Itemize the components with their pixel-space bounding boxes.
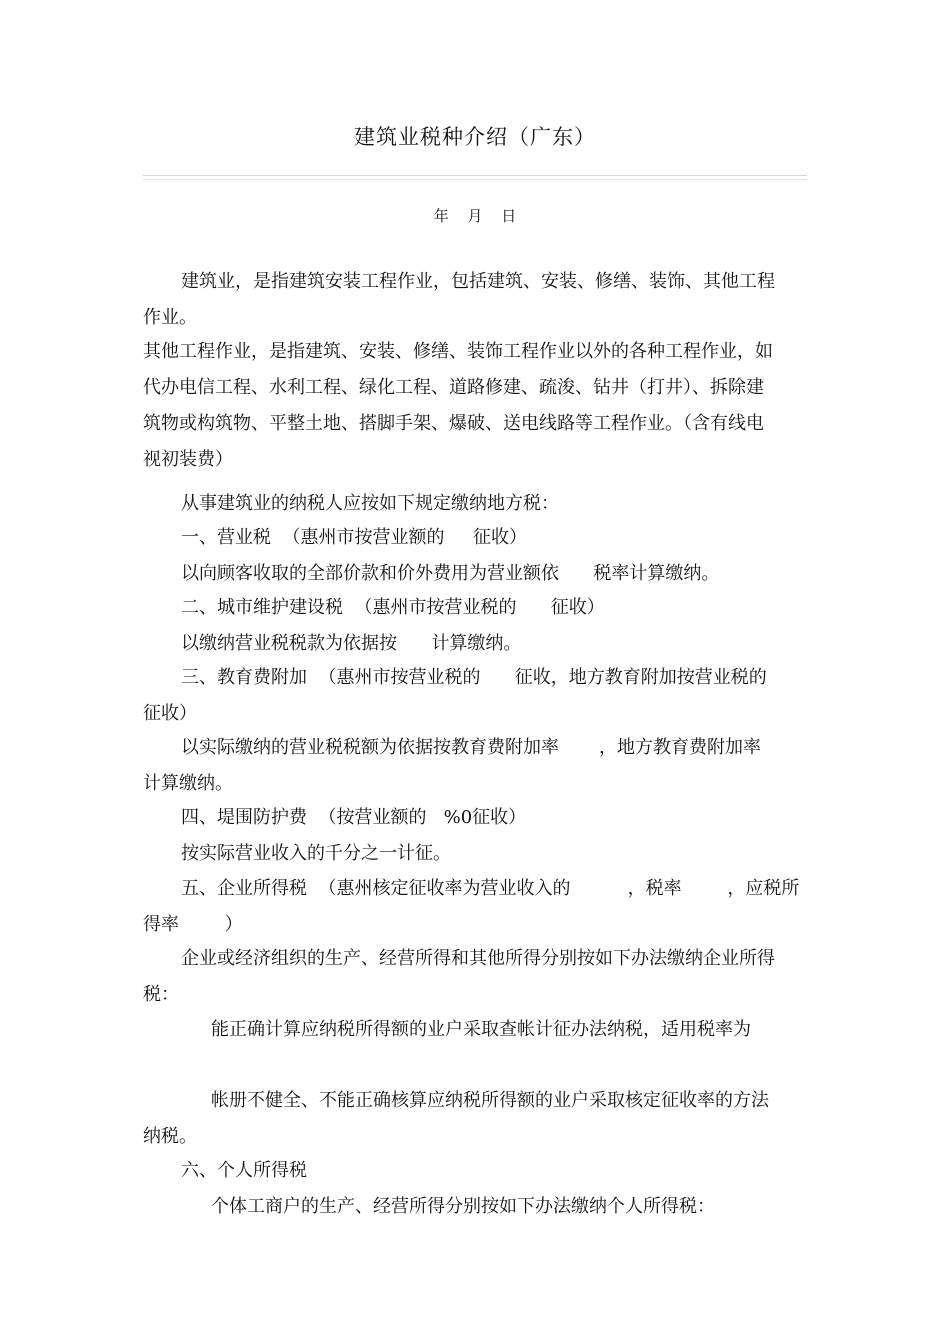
paragraph-intro xyxy=(143,486,807,522)
title-divider xyxy=(143,175,807,176)
text-line: 五、企业所得税 （惠州核定征收率为营业收入的 ，税率 ，应税所 xyxy=(181,878,800,899)
corporate-tax-method-1 xyxy=(143,1012,807,1048)
text-line: 企业或经济组织的生产、经营所得和其他所得分别按如下办法缴纳企业所得 xyxy=(181,948,775,969)
text-line: 视初装费） xyxy=(143,449,233,470)
text-line: 四、堤围防护费 （按营业额的 %0征收） xyxy=(181,807,527,828)
section-personal-tax-body xyxy=(143,1189,807,1225)
text-line: 代办电信工程、水利工程、绿化工程、道路修建、疏浚、钻井（打井）、拆除建 xyxy=(143,377,764,398)
text-line: 能正确计算应纳税所得额的业户采取查帐计征办法纳税，适用税率为 xyxy=(211,1019,751,1040)
text-line: 税： xyxy=(143,984,179,1005)
text-line: 以实际缴纳的营业税税额为依据按教育费附加率 ，地方教育费附加率 xyxy=(181,737,762,758)
text-line: 六、个人所得税 xyxy=(181,1160,307,1181)
paragraph-definition xyxy=(143,264,807,336)
date-line xyxy=(0,205,950,226)
text-line: 以缴纳营业税税款为依据按 计算缴纳。 xyxy=(181,633,522,654)
text-line: 三、教育费附加 （惠州市按营业税的 征收，地方教育附加按营业税的 xyxy=(181,667,767,688)
section-business-tax-body xyxy=(143,556,807,592)
text-line: 从事建筑业的纳税人应按如下规定缴纳地方税： xyxy=(181,493,559,514)
section-corporate-tax-body xyxy=(143,941,807,1013)
section-city-tax-body xyxy=(143,626,807,662)
text-line: 一、营业税 （惠州市按营业额的 征收） xyxy=(181,527,528,548)
text-line: 计算缴纳。 xyxy=(143,773,233,794)
text-line: 得率 ） xyxy=(143,914,243,935)
section-personal-tax-heading xyxy=(143,1153,807,1189)
date-year-label: 年 xyxy=(433,207,449,225)
paragraph-other-works xyxy=(143,334,807,478)
section-city-tax-heading xyxy=(143,590,807,626)
section-business-tax-heading xyxy=(143,520,807,556)
text-line: 纳税。 xyxy=(143,1126,197,1147)
text-line: 帐册不健全、不能正确核算应纳税所得额的业户采取核定征收率的方法 xyxy=(211,1090,769,1111)
text-line: 个体工商户的生产、经营所得分别按如下办法缴纳个人所得税： xyxy=(211,1196,715,1217)
section-levee-heading xyxy=(143,800,807,836)
corporate-tax-method-2 xyxy=(143,1083,807,1155)
text-line: 按实际营业收入的千分之一计征。 xyxy=(181,843,451,864)
section-education-heading xyxy=(143,660,807,732)
text-line: 其他工程作业，是指建筑、安装、修缮、装饰工程作业以外的各种工程作业，如 xyxy=(143,341,773,362)
text-line: 建筑业，是指建筑安装工程作业，包括建筑、安装、修缮、装饰、其他工程 xyxy=(181,271,775,292)
text-line: 以向顾客收取的全部价款和价外费用为营业额依 税率计算缴纳。 xyxy=(181,563,720,584)
text-line: 征收） xyxy=(143,703,197,724)
text-line: 筑物或构筑物、平整土地、搭脚手架、爆破、送电线路等工程作业。（含有线电 xyxy=(143,413,764,434)
section-corporate-tax-heading xyxy=(143,871,807,943)
section-levee-body xyxy=(143,836,807,872)
section-education-body xyxy=(143,730,807,802)
date-month-label: 月 xyxy=(467,207,483,225)
title-divider-secondary xyxy=(143,179,807,180)
text-line: 二、城市维护建设税 （惠州市按营业税的 征收） xyxy=(181,597,605,618)
document-title: 建筑业税种介绍（广东） xyxy=(354,125,596,149)
date-day-label: 日 xyxy=(501,207,517,225)
text-line: 作业。 xyxy=(143,307,197,328)
